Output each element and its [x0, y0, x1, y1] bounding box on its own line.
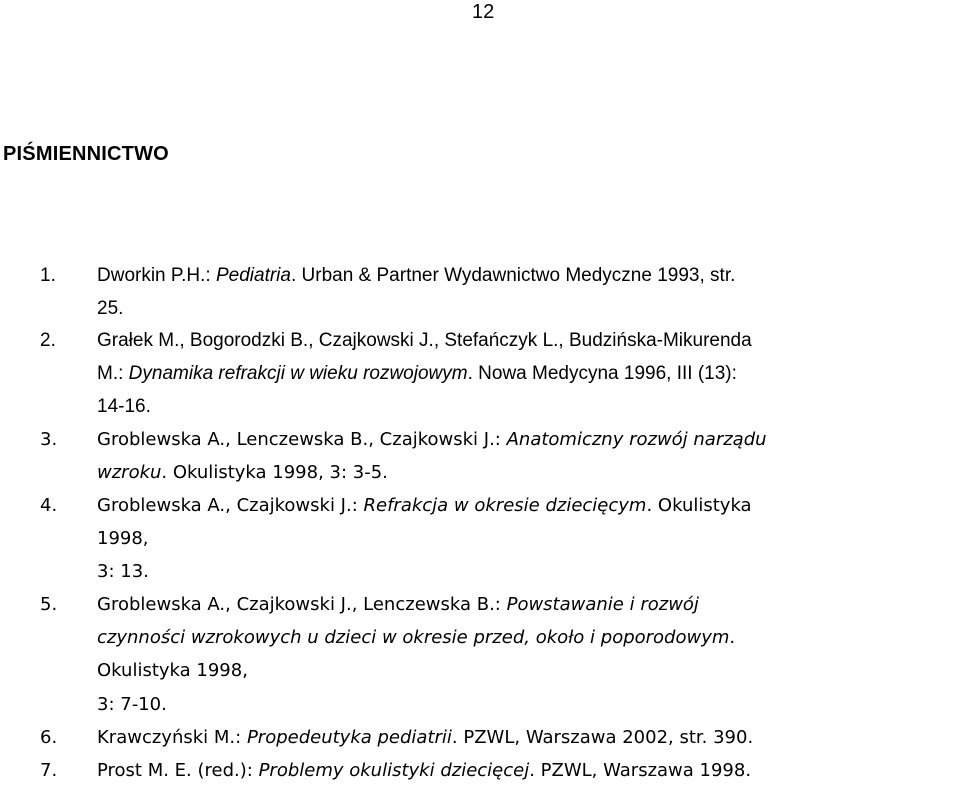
reference-line: Groblewska A., Lenczewska B., Czajkowski J.: Anatomiczny rozwój narządu [97, 429, 767, 450]
reference-body [97, 489, 752, 589]
reference-number: 6. [40, 727, 58, 748]
reference-body [97, 721, 753, 754]
reference-line: Prost M. E. (red.): Problemy okulistyki dziecięcej. PZWL, Warszawa 1998. [97, 760, 752, 781]
reference-title: Powstawanie i rozwój [506, 594, 699, 615]
reference-line: 3: 13. [97, 561, 149, 583]
reference-line: Groblewska A., Czajkowski J.: Refrakcja w okresie dziecięcym. Okulistyka [97, 495, 752, 516]
reference-line: czynności wzrokowych u dzieci w okresie przed, około i poporodowym. [97, 627, 736, 649]
reference-body [97, 423, 767, 489]
reference-title: wzroku [97, 462, 162, 484]
reference-line: 1998, [97, 528, 149, 550]
reference-title: Anatomiczny rozwój narządu [506, 429, 767, 450]
section-heading: PIŚMIENNICTWO [3, 143, 169, 165]
reference-number: 4. [40, 495, 58, 516]
reference-title: Pediatria [215, 265, 291, 286]
reference-line: Dworkin P.H.: Pediatria. Urban & Partner Wydawnictwo Medyczne 1993, str. [97, 265, 736, 286]
reference-line: 14-16. [97, 396, 151, 418]
reference-body [97, 324, 752, 424]
reference-number: 7. [40, 760, 58, 781]
reference-line: Groblewska A., Czajkowski J., Lenczewska B.: Powstawanie i rozwój [97, 594, 699, 615]
reference-line: Krawczyński M.: Propedeutyka pediatrii. PZWL, Warszawa 2002, str. 390. [97, 727, 754, 748]
reference-line: 3: 7-10. [97, 693, 167, 715]
reference-line: Grałek M., Bogorodzki B., Czajkowski J., Stefańczyk L., Budzińska-Mikurenda [97, 330, 752, 351]
reference-line: wzroku. Okulistyka 1998, 3: 3-5. [97, 462, 388, 484]
reference-body [97, 259, 735, 325]
page-number: 12 [472, 1, 495, 23]
reference-title: Dynamika refrakcji w wieku rozwojowym [128, 363, 468, 385]
reference-number: 2. [40, 330, 56, 351]
reference-line: 25. [97, 298, 124, 320]
reference-title: Propedeutyka pediatrii [246, 727, 452, 748]
reference-title: czynności wzrokowych u dzieci w okresie przed, około i poporodowym [97, 627, 730, 649]
reference-title: Problemy okulistyki dziecięcej [258, 760, 530, 781]
reference-body [97, 754, 751, 787]
reference-number: 3. [40, 429, 58, 450]
reference-body [97, 588, 735, 721]
reference-line: M.: Dynamika refrakcji w wieku rozwojowym. Nowa Medycyna 1996, III (13): [97, 363, 737, 385]
reference-number: 5. [40, 594, 58, 615]
reference-title: Refrakcja w okresie dziecięcym [363, 495, 647, 516]
reference-number: 1. [40, 265, 56, 286]
reference-line: Okulistyka 1998, [97, 660, 248, 682]
